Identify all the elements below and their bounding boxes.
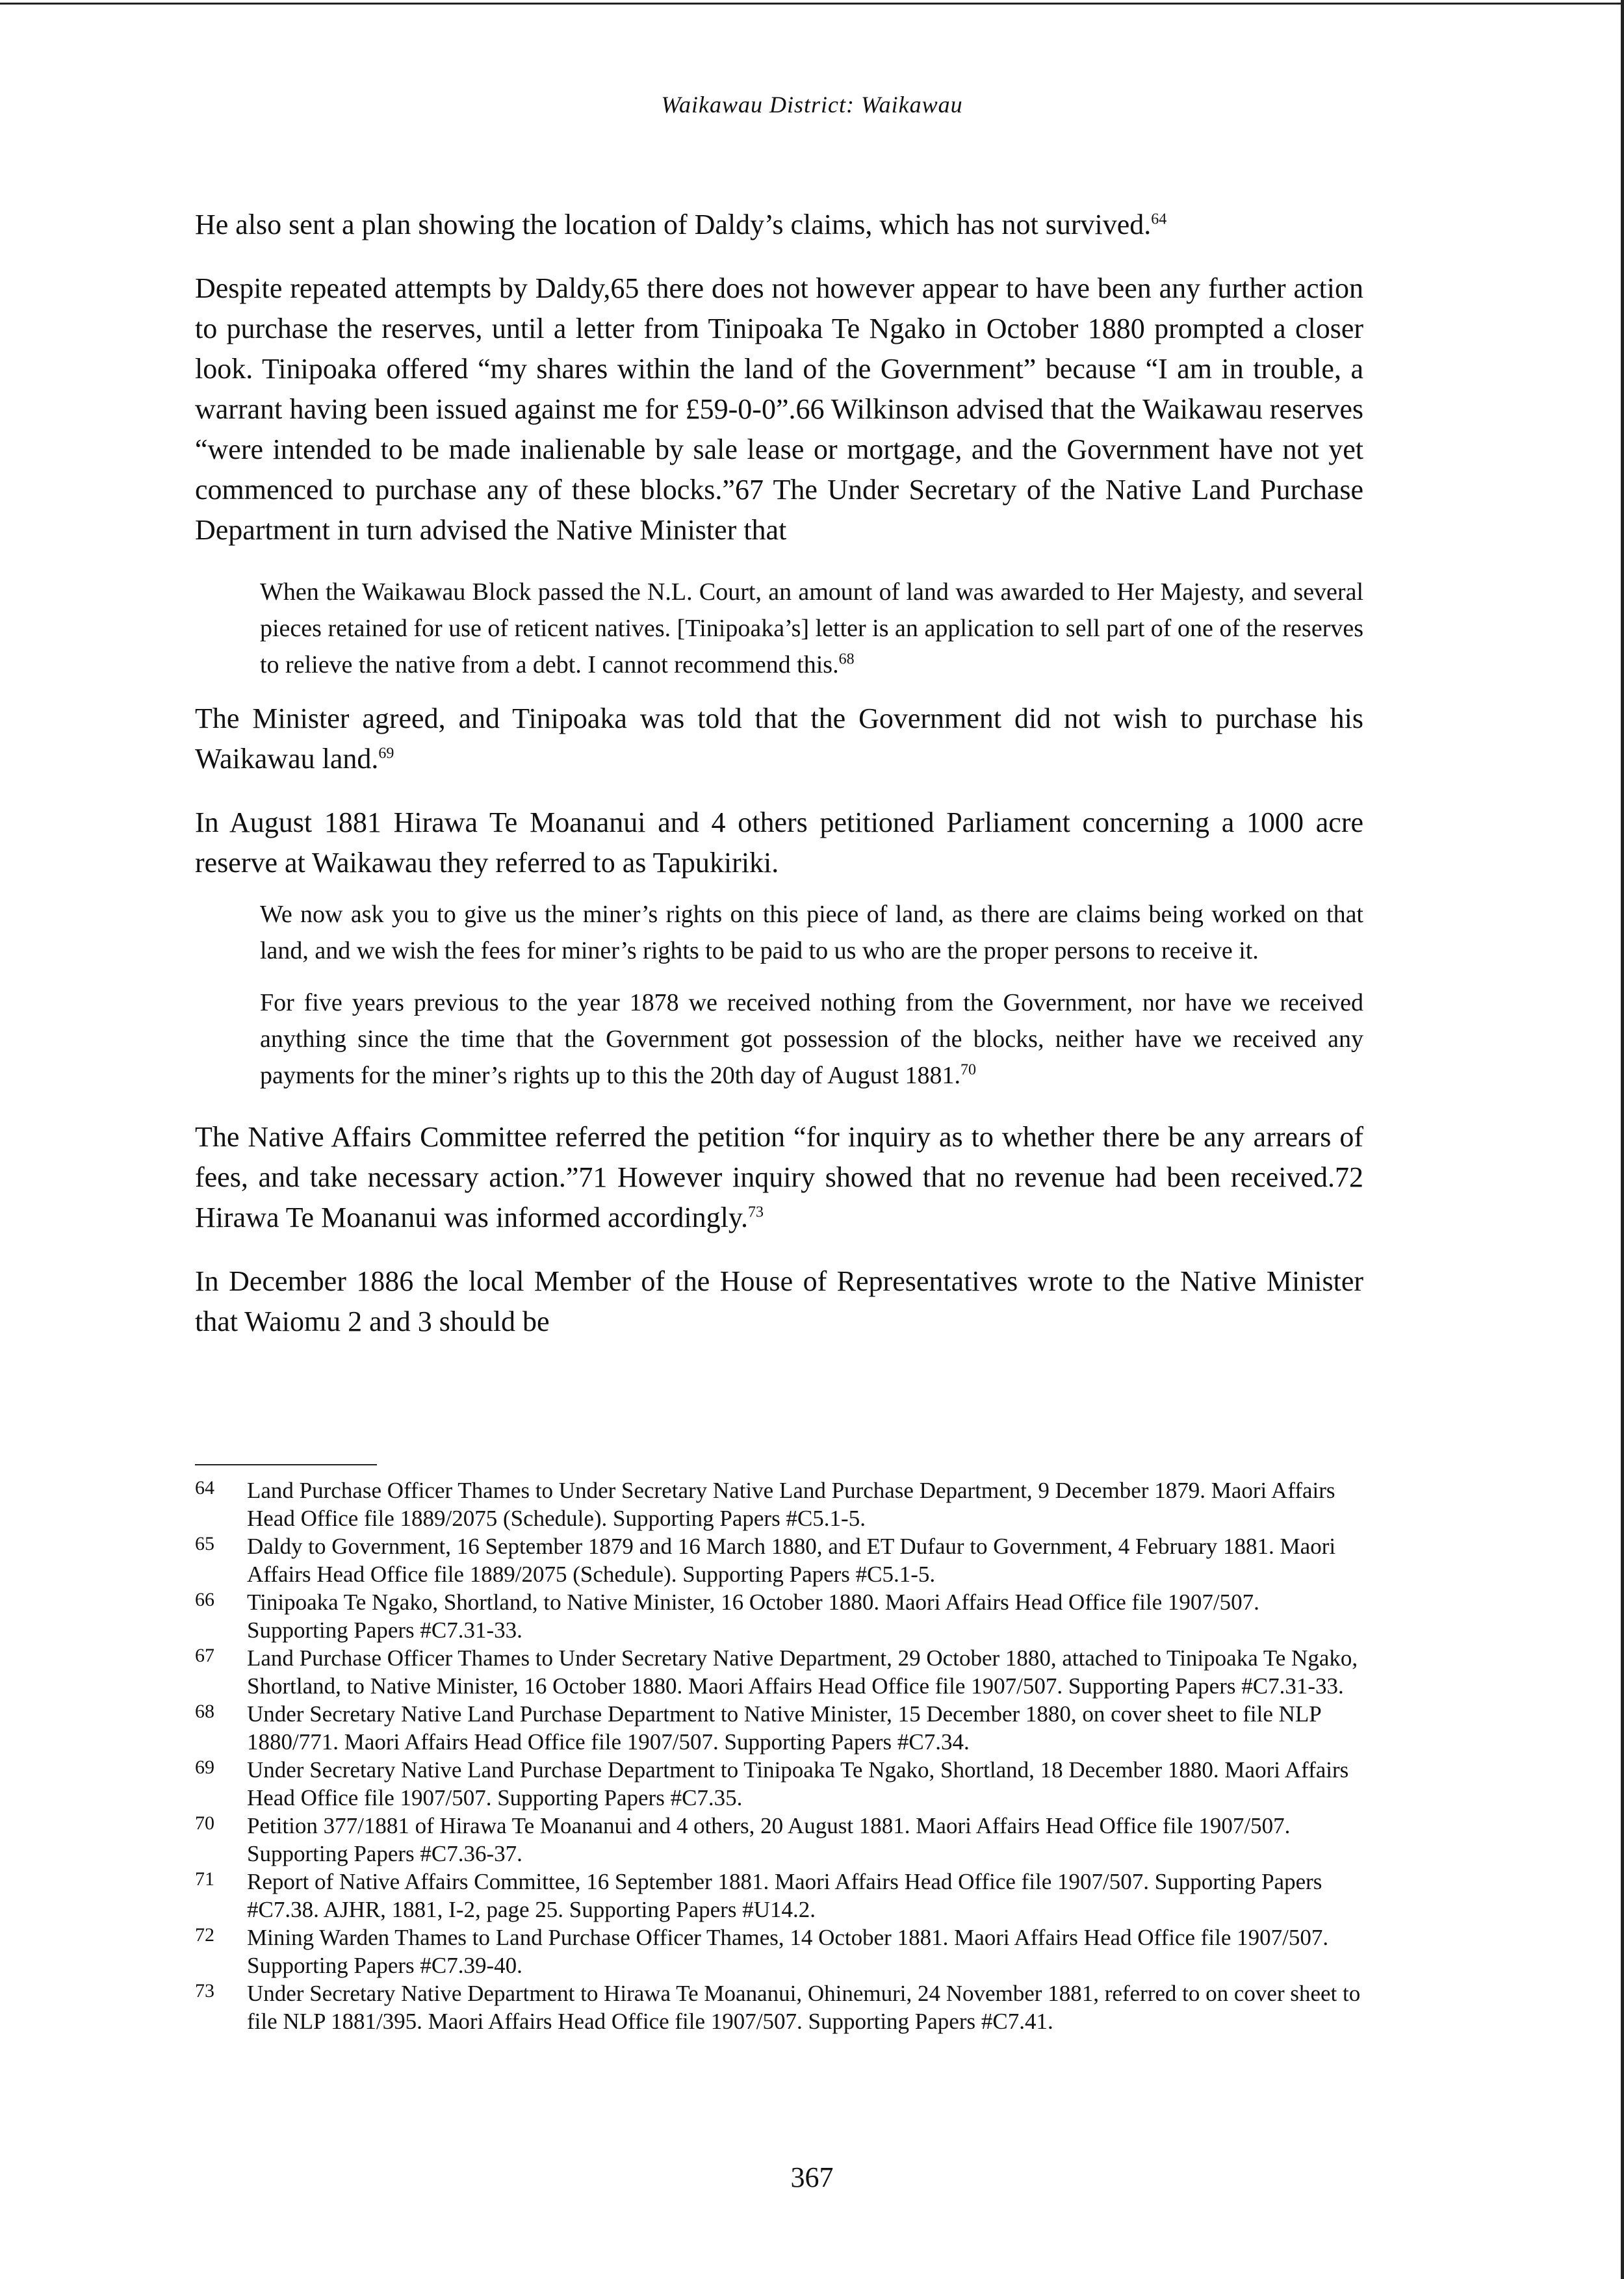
footnote-number: 68 xyxy=(195,1701,214,1722)
footnote-ref[interactable]: 64 xyxy=(1151,211,1167,228)
footnotes xyxy=(195,1476,1365,2035)
footnote-number: 64 xyxy=(195,1477,214,1499)
footnote: 66 Tinipoaka Te Ngako, Shortland, to Native Minister, 16 October 1880. Maori Affairs Head Office file 1907/507. Supporting Papers #C7.31-33. xyxy=(195,1588,1365,1644)
footnote: 65 Daldy to Government, 16 September 1879 and 16 March 1880, and ET Dufaur to Government, 4 February 1881. Maori Affairs Head Office file 1889/2075 (Schedule). Supporting Papers #C5.1-5. xyxy=(195,1532,1365,1588)
footnote: 73 Under Secretary Native Department to Hirawa Te Moananui, Ohinemuri, 24 November 1881, referred to on cover sheet to file NLP 1881/395. Maori Affairs Head Office file 1907/507. Supporting Papers #C7.41. xyxy=(195,1979,1365,2035)
footnote-number: 73 xyxy=(195,1980,214,2002)
footnote-number: 66 xyxy=(195,1589,214,1610)
paragraph: He also sent a plan showing the location of Daldy’s claims, which has not survived.$^{64}$ xyxy=(195,209,1167,240)
footnote-number: 67 xyxy=(195,1645,214,1666)
paragraph: In December 1886 the local Member of the House of Representatives wrote to the Native Minister that Waiomu 2 and 3 should be xyxy=(195,1265,1363,1337)
main-text xyxy=(195,205,1363,1365)
right-border-line xyxy=(1621,0,1624,2279)
page-number: 367 xyxy=(790,2161,834,2193)
footnote-number: 72 xyxy=(195,1924,214,1946)
footnote: 71 Report of Native Affairs Committee, 16 September 1881. Maori Affairs Head Office file 1907/507. Supporting Papers #C7.38. AJHR, 1881, I-2, page 25. Supporting Papers #U14.2. xyxy=(195,1868,1365,1924)
top-border-line xyxy=(0,3,1624,5)
footnote-number: 70 xyxy=(195,1812,214,1834)
block-quote: For five years previous to the year 1878 we received nothing from the Government, nor have we received anything since the time that the Government got possession of the blocks, neither have we received any payments for the miner’s rights up to this the 20th day of August 1881.70 xyxy=(260,989,1363,1089)
footnote-number: 71 xyxy=(195,1868,214,1890)
footnote-ref[interactable]: 70 xyxy=(960,1061,976,1079)
block-quote: When the Waikawau Block passed the N.L. Court, an amount of land was awarded to Her Majesty, and several pieces retained for use of reticent natives. [Tinipoaka’s] letter is an application to sell part of one of the reserves to relieve the native from a debt. I cannot recommend this.$^{68}$ xyxy=(260,578,1363,678)
paragraph: In August 1881 Hirawa Te Moananui and 4 others petitioned Parliament concerning a 1000 acre reserve at Waikawau they referred to as Tapukiriki. xyxy=(195,806,1363,879)
running-head: Waikawau District: Waikawau xyxy=(661,92,963,118)
footnote: 69 Under Secretary Native Land Purchase Department to Tinipoaka Te Ngako, Shortland, 18 December 1880. Maori Affairs Head Office file 1907/507. Supporting Papers #C7.35. xyxy=(195,1756,1365,1812)
footnote-number: 65 xyxy=(195,1533,214,1554)
paragraph: The Minister agreed, and Tinipoaka was told that the Government did not wish to purchase his Waikawau land.$^{69}$ xyxy=(195,702,1363,775)
footnote: 68 Under Secretary Native Land Purchase Department to Native Minister, 15 December 1880, on cover sheet to file NLP 1880/771. Maori Affairs Head Office file 1907/507. Supporting Papers #C7.34. xyxy=(195,1700,1365,1756)
footnote-ref[interactable]: 73 xyxy=(747,1204,764,1221)
footnote-ref[interactable]: 69 xyxy=(378,745,394,762)
paragraph: Despite repeated attempts by Daldy,65 there does not however appear to have been any further action to purchase the reserves, until a letter from Tinipoaka Te Ngako in October 1880 prompted a closer look. Tinipoaka offered “my shares within the land of the Government” because “I am in trouble, a warrant having been issued against me for £59-0-0”.66 Wilkinson advised that the Waikawau reserves “were intended to be made inalienable by sale lease or mortgage, and the Government have not yet commenced to purchase any of these blocks.”67 The Under Secretary of the Native Land Purchase Department in turn advised the Native Minister that xyxy=(195,272,1363,546)
footnote: 70 Petition 377/1881 of Hirawa Te Moananui and 4 others, 20 August 1881. Maori Affairs Head Office file 1907/507. Supporting Papers #C7.36-37. xyxy=(195,1812,1365,1868)
footnote-ref[interactable]: 68 xyxy=(838,650,855,668)
footnote-number: 69 xyxy=(195,1757,214,1778)
footnote: 67 Land Purchase Officer Thames to Under Secretary Native Department, 29 October 1880, attached to Tinipoaka Te Ngako, Shortland, to Native Minister, 16 October 1880. Maori Affairs Head Office file 1907/507. Supporting Papers #C7.31-33. xyxy=(195,1644,1365,1700)
paragraph: The Native Affairs Committee referred the petition “for inquiry as to whether there be any arrears of fees, and take necessary action.”71 However inquiry showed that no revenue had been received.72 Hirawa Te Moananui was informed accordingly.$^{73}$ xyxy=(195,1121,1363,1233)
footnote-separator xyxy=(195,1464,377,1465)
block-quote: We now ask you to give us the miner’s rights on this piece of land, as there are claims being worked on that land, and we wish the fees for miner’s rights to be paid to us who are the proper persons to receive it. xyxy=(260,901,1363,964)
footnote: 64 Land Purchase Officer Thames to Under Secretary Native Land Purchase Department, 9 December 1879. Maori Affairs Head Office file 1889/2075 (Schedule). Supporting Papers #C5.1-5. xyxy=(195,1476,1365,1532)
footnote: 72 Mining Warden Thames to Land Purchase Officer Thames, 14 October 1881. Maori Affairs Head Office file 1907/507. Supporting Papers #C7.39-40. xyxy=(195,1924,1365,1979)
